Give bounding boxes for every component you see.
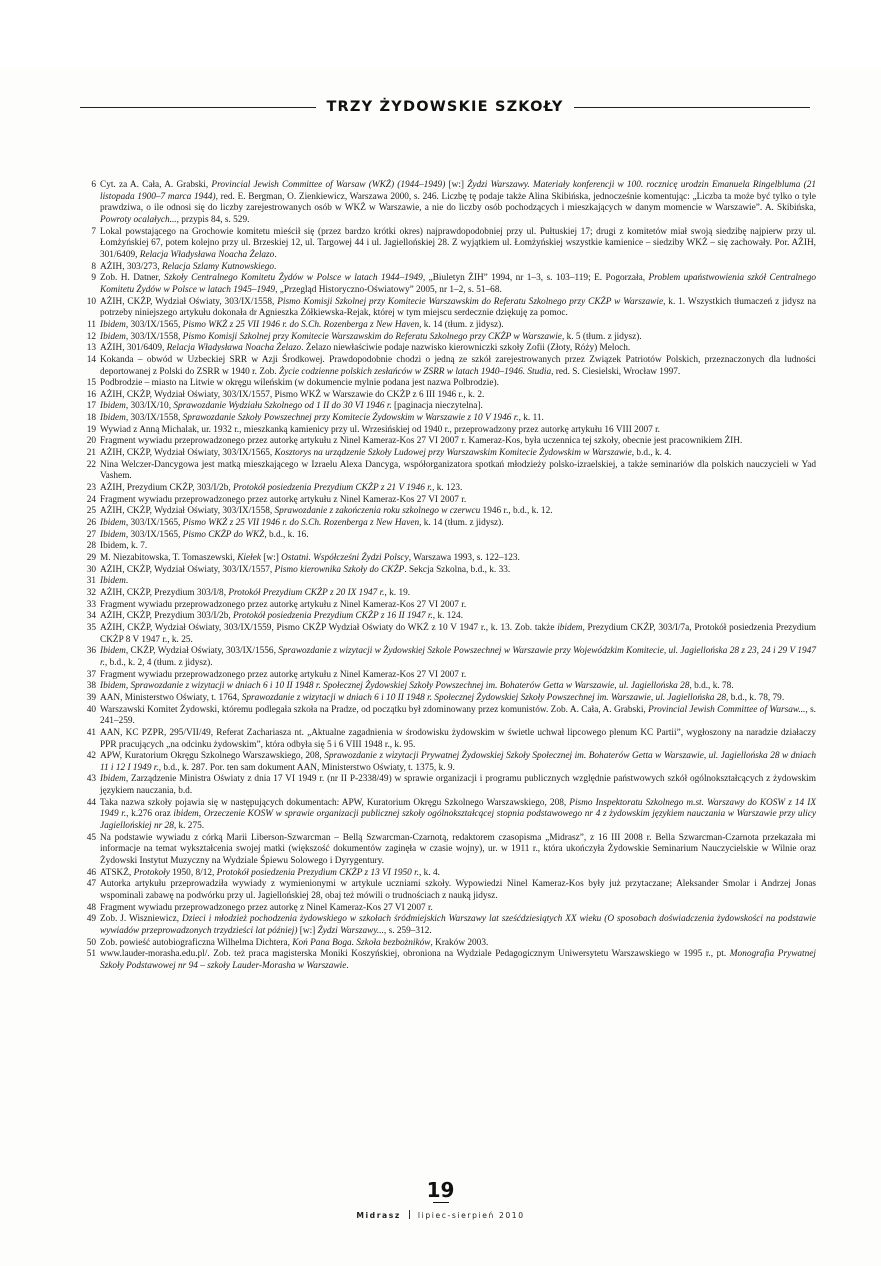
footnote-text: Ibidem, 303/IX/1558, Pismo Komisji Szkolnej przy Komitecie Warszawskim do Referatu Szkolnego przy CKŻP w Warszawie, k. 5 (tłum. z jidysz). (100, 331, 642, 342)
footnote-number: 34 (86, 611, 96, 622)
footnote-text: AŻIH, CKŻP, Wydział Oświaty, 303/IX/1565, Kosztorys na urządzenie Szkoły Ludowej przy Warszawskim Komitecie Żydowskim w Warszawie, b.d., k. 4. (100, 448, 672, 459)
footnote-text: Zob. H. Datner, Szkoły Centralnego Komitetu Żydów w Polsce w latach 1944–1949, „Biuletyn ŻIH” 1994, nr 1–3, s. 103–119; E. Pogorzała, Problem upaństwowienia szkół Centralnego Komitetu Żydów w Polsce w latach 1945–1949, „Przegląd Historyczno-Oświatowy” 2005, nr 1–2, s. 51–68. (100, 273, 817, 295)
footer-magazine-name: Midrasz (356, 1211, 401, 1220)
footnote-number: 12 (86, 331, 96, 342)
footnote (78, 611, 816, 623)
footnote-text: AŻIH, CKŻP, Wydział Oświaty, 303/IX/1559, Pismo CKŻP Wydział Oświaty do WKŻ z 10 V 1947 r., k. 13. Zob. także ibidem, Prezydium CKŻP, 303/I/7a, Protokół posiedzenia Prezydium CKŻP 8 V 1947 r., k. 25. (100, 622, 816, 645)
footnote (78, 681, 816, 693)
footnote (78, 705, 816, 728)
footnote-text: Fragment wywiadu przeprowadzonego przez autorkę artykułu z Ninel Kameraz-Kos 27 VI 2007 r. (100, 494, 467, 505)
footnote-number: 41 (86, 727, 96, 738)
footnote (78, 903, 816, 915)
footnote-number: 17 (86, 401, 96, 412)
footnote-number: 11 (87, 319, 96, 330)
footnote-text: Ibidem, Sprawozdanie z wizytacji w dniach 6 i 10 II 1948 r. Społecznej Żydowskiej Szkoły Powszechnej im. Bohaterów Getta w Warszawie, ul. Jagiellońska 28, b.d., k. 78. (100, 681, 734, 692)
footnote-number: 40 (86, 704, 96, 715)
footnote (78, 343, 816, 355)
footnote (78, 401, 816, 413)
footnote-text: Zob. J. Wiszniewicz, Dzieci i młodzież pochodzenia żydowskiego w szkołach śródmiejskich Warszawy lat sześćdziesiątych XX wieku (O sposobach doświadczenia żydowskości na podstawie wywiadów przeprowadzonych trzydzieści lat później) [w:] Żydzi Warszawy..., s. 259–312. (100, 914, 816, 936)
footnote (78, 938, 816, 950)
footnote (78, 518, 816, 530)
footnote (78, 460, 816, 483)
footnote-text: Ibidem, 303/IX/1565, Pismo CKŻP do WKŻ, b.d., k. 16. (100, 529, 309, 540)
footnote (78, 390, 816, 402)
footnote-number: 26 (86, 518, 96, 529)
footnotes-list (78, 180, 816, 973)
footnote-number: 27 (86, 529, 96, 540)
footnote (78, 693, 816, 705)
footnote-text: Wywiad z Anną Michalak, ur. 1932 r., mieszkanką kamienicy przy ul. Wrzesińskiej od 1940 r., przeprowadzony przez autorkę artykułu 16 VIII 2007 r. (100, 424, 660, 435)
footnote-text: Taka nazwa szkoły pojawia się w następujących dokumentach: APW, Kuratorium Okręgu Szkolnego Warszawskiego, 208, Pismo Inspektoratu Szkolnego m.st. Warszawy do KOSW z 14 IX 1949 r., k.276 oraz ibidem, Orzeczenie KOSW w sprawie organizacji publicznej szkoły ogólnokształcącej stopnia podstawowego nr 4 z żydowskim językiem nauczania w Warszawie przy ulicy Jagiellońskiej nr 28, k. 275. (100, 797, 817, 832)
footnote-text: Ibidem, k. 7. (100, 541, 148, 552)
footnote-text: M. Niezabitowska, T. Tomaszewski, Kiełek [w:] Ostatni. Współcześni Żydzi Polscy, Warszawa 1993, s. 122–123. (100, 553, 520, 563)
footnote-number: 47 (86, 879, 96, 890)
footnote-text: AAN, KC PZPR, 295/VII/49, Referat Zachariasza nt. „Aktualne zagadnienia w środowisku żydowskim w świetle uchwał lipcowego plenum KC Partii”, wygłoszony na naradzie działaczy PPR pracujących „na odcinku żydowskim”, która odbyła się 5 i 6 VIII 1948 r., k. 95. (100, 727, 816, 750)
footnote (78, 425, 816, 437)
footnote (78, 879, 816, 902)
footnote (78, 180, 816, 227)
footnote-number: 21 (86, 448, 96, 459)
footnote (78, 833, 816, 868)
footnote-text: Ibidem, 303/IX/1565, Pismo WKŻ z 25 VII 1946 r. do S.Ch. Rozenberga z New Haven, k. 14 (tłum. z jidysz). (100, 518, 504, 529)
footnote-number: 42 (86, 751, 96, 762)
footnote (78, 588, 816, 600)
footnote-number: 46 (86, 867, 96, 878)
footnote-text: Ibidem, CKŻP, Wydział Oświaty, 303/IX/1556, Sprawozdanie z wizytacji w Żydowskiej Szkole Powszechnej w Warszawie przy Wojewódzkim Komitecie, ul. Jagiellońska 28 z 23, 24 i 29 V 1947 r., b.d., k. 2, 4 (tłum. z jidysz). (100, 646, 816, 668)
footnote-number: 20 (86, 436, 96, 447)
footnote (78, 297, 816, 320)
footnote-text: Ibidem, 303/IX/1565, Pismo WKŻ z 25 VII 1946 r. do S.Ch. Rozenberga z New Haven, k. 14 (tłum. z jidysz). (100, 319, 504, 330)
footnote-number: 24 (86, 494, 96, 505)
footnote-number: 15 (86, 378, 96, 389)
footnote (78, 646, 816, 669)
footnote (78, 495, 816, 507)
footnote-text: APW, Kuratorium Okręgu Szkolnego Warszawskiego, 208, Sprawozdanie z wizytacji Prywatnej Żydowskiej Szkoły Społecznej im. Bohaterów Getta w Warszawie, ul. Jagiellońska 28 w dniach 11 i 12 I 1949 r., b.d., k. 287. Por. ten sam dokument AAN, Ministerstwo Oświaty, t. 1375, k. 9. (100, 751, 816, 773)
page-top-margin (0, 0, 881, 68)
footnote (78, 530, 816, 542)
footnote (78, 355, 816, 378)
footnote (78, 320, 816, 332)
footnote-text: Fragment wywiadu przeprowadzonego przez autorkę artykułu z Ninel Kameraz-Kos 27 VI 2007 r. (100, 599, 467, 610)
footnote (78, 728, 816, 751)
footnote-number: 38 (86, 681, 96, 692)
footer-issue-line (0, 1210, 881, 1220)
footnote-text: AAN, Ministerstwo Oświaty, t. 1764, Sprawozdanie z wizytacji w dniach 6 i 10 II 1948 r. Społecznej Żydowskiej Szkoły Powszechnej im. Warszawie, ul. Jagiellońska 28, b.d., k. 78, 79. (100, 692, 785, 703)
footnote-number: 16 (86, 389, 96, 400)
footnote (78, 774, 816, 797)
footnote-number: 8 (91, 261, 96, 272)
footnote-text: Warszawski Komitet Żydowski, któremu podlegała szkoła na Pradze, od początku był zdominowany przez komunistów. Zob. A. Cała, A. Grabski, Provincial Jewish Committee of Warsaw..., s. 241–259. (100, 704, 817, 727)
footnote-number: 25 (86, 506, 96, 517)
footnote-number: 39 (86, 692, 96, 703)
header-rule-left (80, 107, 316, 108)
footnote-text: AŻIH, Prezydium CKŻP, 303/I/2b, Protokół posiedzenia Prezydium CKŻP z 21 V 1946 r., k. 123. (100, 483, 463, 494)
footnote-number: 9 (91, 273, 96, 284)
footnote-number: 18 (86, 413, 96, 424)
footnote (78, 332, 816, 344)
footnote-number: 19 (86, 424, 96, 435)
footnote-number: 50 (86, 937, 96, 948)
footnote-number: 45 (86, 832, 96, 843)
footnote-number: 48 (86, 902, 96, 913)
footnote (78, 623, 816, 646)
footnote-number: 14 (86, 354, 96, 365)
footnote (78, 506, 816, 518)
footnote-number: 10 (86, 296, 96, 307)
page-number: 19 (0, 1178, 881, 1203)
footnote-text: Ibidem, 303/IX/1558, Sprawozdanie Szkoły Powszechnej przy Komitecie Żydowskim w Warszawie z 10 V 1946 r., k. 11. (100, 413, 544, 424)
footnote (78, 378, 816, 390)
footnote-text: AŻIH, CKŻP, Prezydium 303/I/8, Protokół Prezydium CKŻP z 20 IX 1947 r., k. 19. (100, 587, 411, 598)
footnote-text: Ibidem, 303/IX/10, Sprawozdanie Wydziału Szkolnego od 1 II do 30 VI 1946 r. [paginacja nieczytelna]. (100, 401, 483, 412)
footnote-text: AŻIH, CKŻP, Wydział Oświaty, 303/IX/1557, Pismo WKŻ w Warszawie do CKŻP z 6 III 1946 r., k. 2. (100, 389, 485, 400)
footnote (78, 670, 816, 682)
footnote (78, 949, 816, 972)
footnote-number: 33 (86, 599, 96, 610)
footnote-text: Nina Welczer-Dancygowa jest matką mieszkającego w Izraelu Alexa Dancyga, współorganizatora spotkań młodzieży polsko-izraelskiej, a także seminariów dla polskich nauczycieli w Yad Vashem. (100, 459, 816, 482)
footnote-text: AŻIH, CKŻP, Wydział Oświaty, 303/IX/1557, Pismo kierownika Szkoły do CKŻP. Sekcja Szkolna, b.d., k. 33. (100, 564, 511, 575)
footnote-number: 44 (86, 797, 96, 808)
footnote-number: 7 (91, 226, 96, 237)
footnote-text: Lokal powstającego na Grochowie komitetu mieścił się (przez bardzo krótki okres) najprawdopodobniej przy ul. Pułtuskiej 17; drugi z komitetów miał swoją siedzibę najpierw przy ul. Łomżyńskiej 67, potem kolejno przy ul. Brzeskiej 12, ul. Targowej 44 i ul. Jagiellońskiej 28. Z wyjątkiem ul. Łomżyńskiej wszystkie kamienice – siedziby WKŻ – się zachowały. Por. AŻIH, 301/6409, Relacja Władysława Noacha Żelazo. (100, 226, 816, 260)
footnote-number: 29 (86, 553, 96, 563)
footnote (78, 868, 816, 880)
running-header (80, 94, 810, 120)
footnote-number: 49 (86, 914, 96, 925)
footnote-text: Ibidem. (100, 576, 129, 587)
footnote (78, 436, 816, 448)
footnote-number: 32 (86, 587, 96, 598)
footnote (78, 553, 816, 565)
footnote-text: Podbrodzie – miasto na Litwie w okręgu wileńskim (w dokumencie mylnie podana jest nazwa Polbrodzie). (100, 378, 499, 389)
footnote-number: 28 (86, 541, 96, 552)
footnote (78, 273, 816, 296)
footnote (78, 541, 816, 553)
footnote (78, 262, 816, 274)
footer-separator (409, 1210, 410, 1219)
footnote (78, 565, 816, 577)
footnote (78, 413, 816, 425)
header-rule-right (574, 107, 810, 108)
footnote (78, 600, 816, 612)
footnote-number: 6 (91, 180, 96, 190)
footnote-text: AŻIH, 301/6409, Relacja Władysława Noacha Żelazo. Żelazo niewłaściwie podaje nazwisko kierowniczki szkoły Zofii (Złoty, Róży) Meloch. (100, 343, 631, 354)
footnote-number: 22 (86, 459, 96, 470)
footnote (78, 798, 816, 833)
footnote (78, 751, 816, 774)
footnote (78, 576, 816, 588)
footnote (78, 448, 816, 460)
footnote-text: Zob. powieść autobiograficzna Wilhelma Dichtera, Koń Pana Boga. Szkoła bezbożników, Kraków 2003. (100, 937, 489, 948)
footnote (78, 483, 816, 495)
footnote-text: Fragment wywiadu przeprowadzonego przez autorkę z Ninel Kameraz-Kos 27 VI 2007 r. (100, 902, 433, 913)
footnote-text: Fragment wywiadu przeprowadzonego przez autorkę artykułu z Ninel Kameraz-Kos 27 VI 2007 r. (100, 669, 467, 680)
footnote-text: AŻIH, CKŻP, Wydział Oświaty, 303/IX/1558, Sprawozdanie z zakończenia roku szkolnego w czerwcu 1946 r., b.d., k. 12. (100, 506, 553, 517)
footnote-number: 36 (86, 646, 96, 657)
footnote-text: Na podstawie wywiadu z córką Marii Liberson-Szwarcman – Bellą Szwarcman-Czarnotą, redaktorem czasopisma „Midrasz”, z 16 III 2008 r. Bella Szwarcman-Czarnota przekazała mi informacje na temat wykształcenia swojej matki (większość dokumentów zaginęła w czasie wojny), ur. w 1911 r., która ukończyła Żydowskie Seminarium Nauczycielskie w Wilnie oraz Żydowski Instytut Muzyczny na Wydziale Śpiewu Solowego i Dyrygentury. (100, 832, 816, 867)
footnote-number: 23 (86, 483, 96, 494)
footnote-number: 31 (86, 576, 96, 587)
header-title: TRZY ŻYDOWSKIE SZKOŁY (326, 99, 564, 115)
footnote (78, 227, 816, 262)
footnote-number: 51 (86, 949, 96, 960)
footnote-text: Kokanda – obwód w Uzbeckiej SRR w Azji Środkowej. Prawdopodobnie chodzi o jedną ze szkół zarejestrowanych przez Związek Patriotów Polskich, przeznaczonych dla ludności deportowanej z Polski do ZSRR w 1940 r. Zob. Życie codzienne polskich zesłańców w ZSRR w latach 1940–1946. Studia, red. S. Ciesielski, Wrocław 1997. (100, 354, 816, 377)
footnote-number: 37 (86, 669, 96, 680)
footnote-number: 13 (86, 343, 96, 354)
footer-issue-date: lipiec-sierpień 2010 (417, 1211, 525, 1220)
footnote-number: 43 (86, 774, 96, 785)
footnote-text: AŻIH, 303/273, Relacja Szlamy Kutnowskiego. (100, 261, 277, 272)
footnote-text: AŻIH, CKŻP, Prezydium 303/I/2b, Protokół posiedzenia Prezydium CKŻP z 16 II 1947 r., k. 124. (100, 611, 464, 622)
footnote-text: Cyt. za A. Cała, A. Grabski, Provincial Jewish Committee of Warsaw (WKŻ) (1944–1949) [w:] Żydzi Warszawy. Materiały konferencji w 100. rocznicę urodzin Emanuela Ringelbluma (21 listopada 1900–7 marca 1944), red. E. Bergman, O. Zienkiewicz, Warszawa 2000, s. 246. Liczbę tę podaje także Alina Skibińska, jednocześnie komentując: „Liczba ta może być tylko o tyle prawdziwa, o ile odnosi się do liczby zarejestrowanych osób w WKŻ w Warszawie, a nie do liczby osób pochodzących i mieszkających w danym momencie w Warszawie”. A. Skibińska, Powroty ocalałych..., przypis 84, s. 529. (100, 180, 817, 225)
footnote-number: 35 (86, 622, 96, 633)
footnote (78, 914, 816, 937)
footnote-text: Ibidem, Zarządzenie Ministra Oświaty z dnia 17 VI 1949 r. (nr II P-2338/49) w sprawie organizacji i programu publicznych względnie państwowych szkół ogólnokształcących z żydowskim językiem nauczania, b.d. (100, 774, 816, 797)
footnote-number: 30 (86, 564, 96, 575)
footnote-text: Fragment wywiadu przeprowadzonego przez autorkę artykułu z Ninel Kameraz-Kos 27 VI 2007 r. Kameraz-Kos, była uczennica tej szkoły, obecnie jest pracownikiem ŻIH. (100, 436, 743, 447)
footnote-text: Autorka artykułu przeprowadziła wywiady z wymienionymi w artykule uczniami szkoły. Wypowiedzi Ninel Kameraz-Kos były już przytaczane; Aleksander Smolar i Andrzej Jonas wspominali zabawę na podwórku przy ul. Jagiellońskiej 28, obaj też mówili o trudnościach z nauką jidysz. (100, 879, 816, 902)
footnote-text: www.lauder-morasha.edu.pl/. Zob. też praca magisterska Moniki Koszyńskiej, obroniona na Wydziale Pedagogicznym Uniwersytetu Warszawskiego w 1995 r., pt. Monografia Prywatnej Szkoły Podstawowej nr 94 – szkoły Lauder-Morasha w Warszawie. (100, 949, 816, 971)
footnote-text: ATSKŻ, Protokoły 1950, 8/12, Protokół posiedzenia Prezydium CKŻP z 13 VI 1950 r., k. 4. (100, 867, 440, 878)
footnote-text: AŻIH, CKŻP, Wydział Oświaty, 303/IX/1558, Pismo Komisji Szkolnej przy Komitecie Warszawskim do Referatu Szkolnego przy CKŻP w Warszawie, k. 1. Wszystkich tłumaczeń z jidysz na potrzeby niniejszego artykułu dokonała dr Agnieszka Żółkiewska-Rejak, której w tym miejscu serdecznie dziękuję za pomoc. (100, 296, 816, 319)
